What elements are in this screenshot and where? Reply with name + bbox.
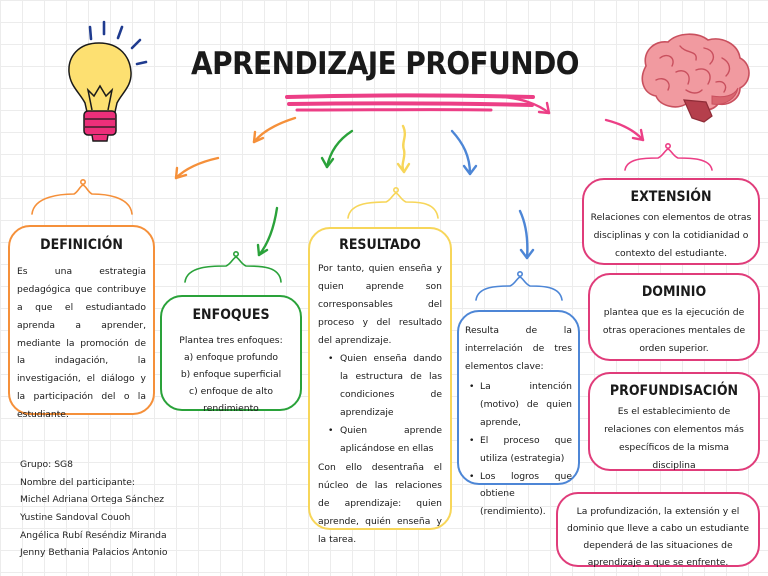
definicion-title: DEFINICIÓN — [40, 237, 123, 253]
elementos-list — [465, 378, 572, 522]
elementos-item: • Los logros que obtiene (rendimiento). — [465, 468, 572, 522]
elementos-item: • El proceso que utiliza (estrategia) — [465, 432, 572, 468]
resultado-outro: Con ello desentraña el núcleo de las relaciones de aprendizaje: quien aprende, quién enseña y la tarea. — [318, 462, 442, 545]
elementos-intro: Resulta de la interrelación de tres elementos clave: — [465, 325, 572, 372]
definicion-text: Es una estrategia pedagógica que contribuye a que el estudiantado aprenda a aprender, mediante la promoción de la indagación, la investigación, el diálogo y la participación del o la estudiante. — [17, 265, 146, 421]
dominio-title: DOMINIO — [641, 284, 707, 300]
resultado-item: • Quien aprende aplicándose en ellas — [318, 422, 442, 458]
participant-name: Yustine Sandoval Couoh — [20, 511, 131, 523]
participant-name: Michel Adriana Ortega Sánchez — [20, 494, 165, 506]
lightbulb-icon — [69, 22, 146, 141]
enfoques-card — [160, 295, 302, 414]
page-title: APRENDIZAJE PROFUNDO — [191, 46, 579, 82]
enfoques-item: b) enfoque superficial — [180, 368, 282, 380]
title-underline — [287, 96, 533, 111]
enfoques-intro: Plantea tres enfoques: — [179, 334, 283, 346]
profundizacion-card — [588, 372, 760, 471]
extension-title: EXTENSIÓN — [630, 189, 712, 205]
resultado-title: RESULTADO — [339, 237, 421, 253]
conclusion-text: La profundización, la extensión y el dominio que lleve a cabo un estudiante dependerá de las situaciones de aprendizaje a que se enfrente. — [567, 506, 749, 569]
group-label: Grupo: SG8 — [20, 459, 73, 470]
enfoques-item: a) enfoque profundo — [183, 351, 279, 363]
resultado-intro: Por tanto, quien enseña y quien aprende son corresponsables del proceso y del resultado del aprendizaje. — [318, 262, 442, 346]
definicion-card — [8, 225, 155, 421]
participants-block — [20, 456, 168, 562]
resultado-list — [318, 350, 442, 458]
brain-icon — [642, 34, 749, 122]
enfoques-item: c) enfoque de alto rendimiento — [189, 385, 273, 414]
resultado-card — [308, 227, 452, 545]
dominio-text: plantea que es la ejecución de otras operaciones mentales de orden superior. — [602, 306, 746, 354]
extension-card — [582, 178, 760, 265]
enfoques-title: ENFOQUES — [192, 307, 270, 323]
participant-name: Jenny Bethania Palacios Antonio — [20, 547, 168, 559]
profundizacion-title: PROFUNDISACIÓN — [609, 383, 739, 399]
elementos-clave-card — [457, 310, 580, 518]
participant-name: Angélica Rubí Reséndiz Miranda — [20, 529, 167, 541]
conclusion-card — [556, 492, 760, 567]
resultado-item: • Quien enseña dando la estructura de las condiciones de aprendizaje — [318, 350, 442, 422]
profundizacion-text: Es el establecimiento de relaciones con elementos más específicos de la misma disciplina — [604, 405, 744, 471]
participants-label: Nombre del participante: — [20, 476, 136, 488]
dominio-card — [588, 273, 760, 361]
elementos-item: • La intención (motivo) de quien aprende, — [465, 378, 572, 432]
extension-text: Relaciones con elementos de otras disciplinas y con la cotidianidad o contexto del estudiante. — [590, 211, 752, 259]
